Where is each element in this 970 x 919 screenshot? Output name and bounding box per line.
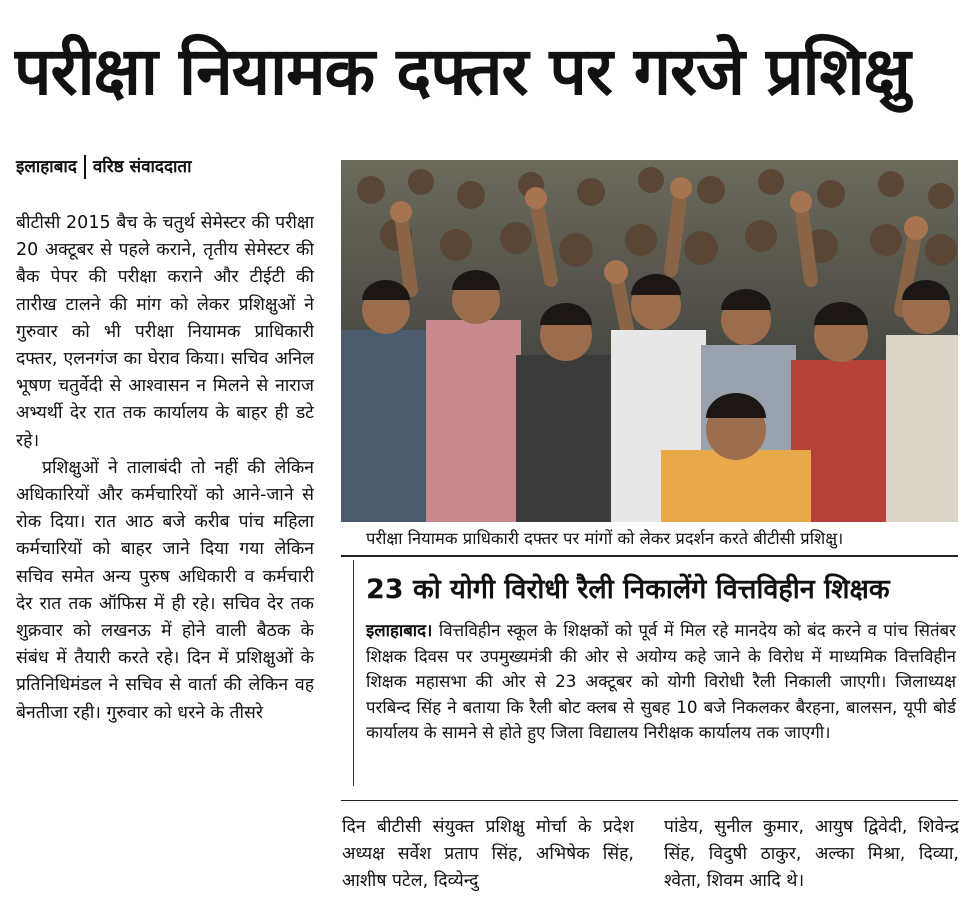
dateline-separator	[84, 155, 86, 179]
dateline	[16, 154, 191, 179]
second-story-text: वित्तविहीन स्कूल के शिक्षकों को पूर्व में मिल रहे मानदेय को बंद करने व पांच सितंबर शिक्षक दिवस पर उपमुख्यमंत्री की ओर से अयोग्य कहे जाने के विरोध में माध्यमिक वित्तविहीन शिक्षक महासभा की ओर से 23 अक्टूबर को योगी विरोधी रैली निकाली जाएगी। जिलाध्यक्ष परबिन्द सिंह ने बताया कि रैली बोट क्लब से सुबह 10 बजे निकलकर बैरहना, बालसन, यूपी बोर्ड कार्यालय के सामने से होते हुए जिला विद्यालय निरीक्षक कार्यालय तक जाएगी।	[366, 620, 956, 743]
second-story-place: इलाहाबाद।	[366, 620, 433, 640]
main-story-paragraph-1: बीटीसी 2015 बैच के चतुर्थ सेमेस्टर की परीक्षा 20 अक्टूबर से पहले कराने, तृतीय सेमेस्टर की बैक पेपर की परीक्षा कराने और टीईटी की तारीख टालने की मांग को लेकर प्रशिक्षुओं ने गुरुवार को भी परीक्षा नियामक प्राधिकारी दफ्तर, एलनगंज का घेराव किया। सचिव अनिल भूषण चतुर्वेदी से आश्वासन न मिलने से नाराज अभ्यर्थी देर रात तक कार्यालय के बाहर ही डटे रहे।	[16, 213, 314, 451]
second-story-title: 23 को योगी विरोधी रैली निकालेंगे वित्तविहीन शिक्षक	[366, 574, 890, 605]
continuation-column-2: पांडेय, सुनील कुमार, आयुष द्विवेदी, शिवेन्द्र सिंह, विदुषी ठाकुर, अल्का मिश्रा, दिव्या, श्वेता, शिवम आदि थे।	[664, 817, 959, 892]
dateline-byline: वरिष्ठ संवाददाता	[92, 157, 192, 177]
protest-photo-illustration	[341, 160, 958, 522]
dateline-place: इलाहाबाद	[16, 157, 77, 177]
bottom-divider	[341, 800, 958, 801]
protest-photo	[341, 160, 958, 522]
photo-caption: परीक्षा नियामक प्राधिकारी दफ्तर पर मांगों को लेकर प्रदर्शन करते बीटीसी प्रशिक्षु।	[366, 529, 844, 548]
main-story-column	[16, 210, 314, 910]
caption-divider	[341, 555, 958, 557]
second-story-body	[366, 618, 956, 746]
second-story	[353, 560, 960, 786]
continuation-column-1: दिन बीटीसी संयुक्त प्रशिक्षु मोर्चा के प्रदेश अध्यक्ष सर्वेश प्रताप सिंह, अभिषेक सिंह, आशीष पटेल, दिव्येन्दु	[342, 817, 634, 892]
headline: परीक्षा नियामक दफ्तर पर गरजे प्रशिक्षु	[14, 33, 910, 110]
main-story-paragraph-2: प्रशिक्षुओं ने तालाबंदी तो नहीं की लेकिन अधिकारियों और कर्मचारियों को आने-जाने से रोक दिया। रात आठ बजे करीब पांच महिला कर्मचारियों को बाहर जाने दिया गया लेकिन सचिव समेत अन्य पुरुष अधिकारी व कर्मचारी देर रात तक ऑफिस में ही रहे। सचिव देर तक शुक्रवार को लखनऊ में होने वाली बैठक के संबंध में तैयारी करते रहे। दिन में प्रशिक्षुओं के प्रतिनिधिमंडल ने सचिव से वार्ता की लेकिन वह बेनतीजा रही। गुरुवार को धरने के तीसरे	[16, 457, 314, 723]
